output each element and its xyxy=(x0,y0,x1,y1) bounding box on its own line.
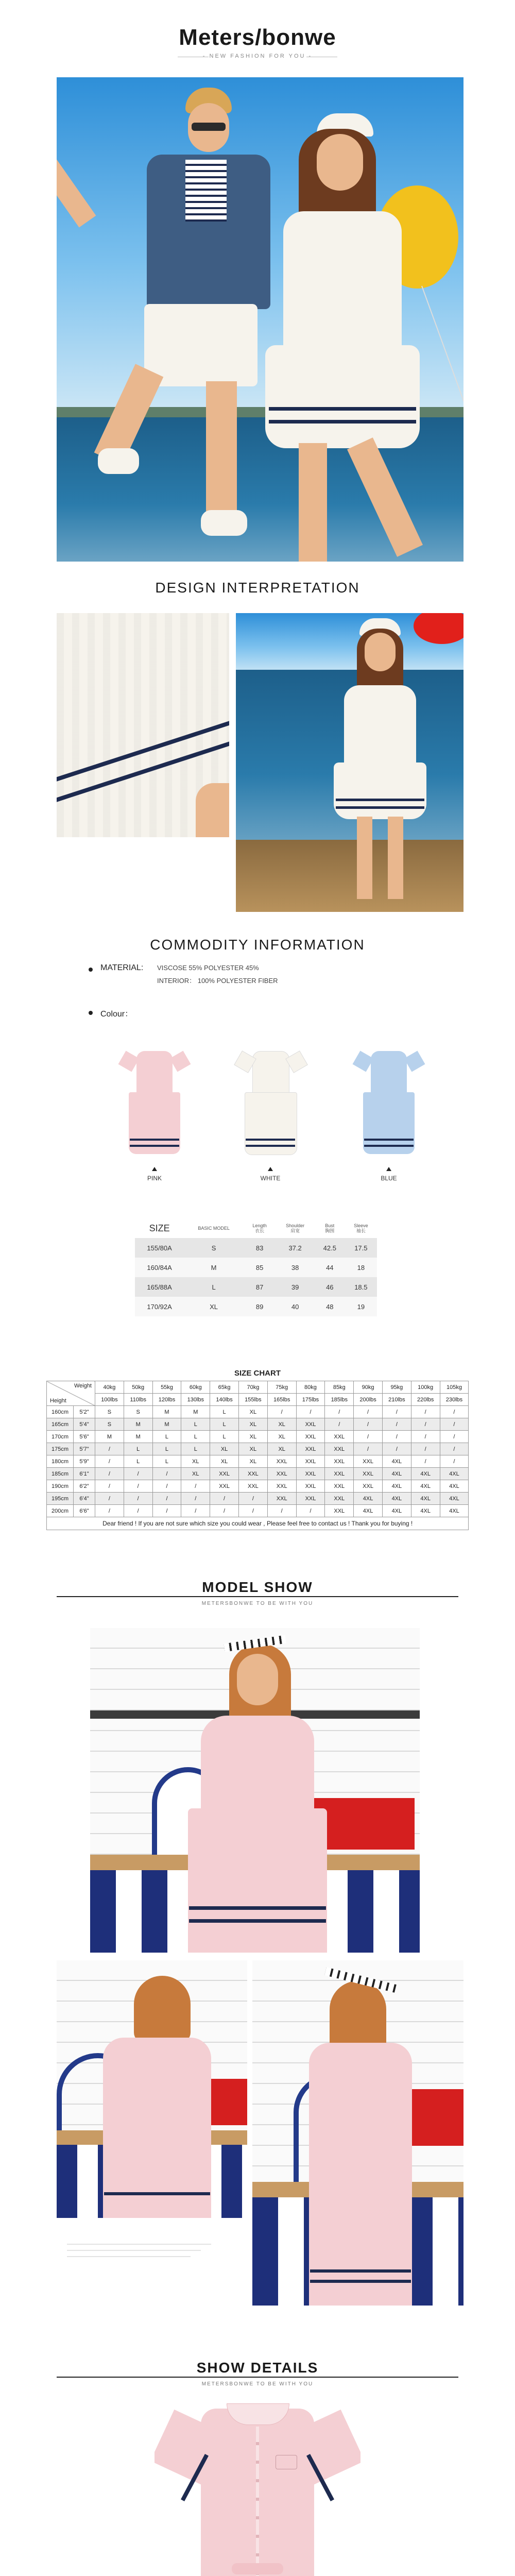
pointer-icon xyxy=(152,1167,157,1171)
size-cell: XXL xyxy=(296,1455,325,1468)
size-cell: / xyxy=(440,1418,469,1431)
spec-header: Length 衣长 xyxy=(244,1218,276,1238)
size-cell: XL xyxy=(238,1431,267,1443)
spec-cell: L xyxy=(184,1277,244,1297)
weight-lbs-header: 200lbs xyxy=(354,1394,383,1406)
size-cell: XXL xyxy=(296,1480,325,1493)
size-cell: / xyxy=(238,1505,267,1517)
weight-kg-header: 70kg xyxy=(238,1381,267,1394)
model-photo-back xyxy=(57,1960,247,2218)
spec-header: Bust 胸围 xyxy=(315,1218,345,1238)
size-cell: XL xyxy=(238,1406,267,1418)
weight-lbs-header: 120lbs xyxy=(152,1394,181,1406)
size-cell: / xyxy=(95,1443,124,1455)
height-cell: 185cm xyxy=(47,1468,74,1480)
size-cell: / xyxy=(267,1406,296,1418)
size-cell: / xyxy=(152,1468,181,1480)
size-cell: / xyxy=(152,1493,181,1505)
height-cell: 6'4" xyxy=(74,1493,95,1505)
size-cell: 4XL xyxy=(382,1480,411,1493)
size-cell: / xyxy=(411,1455,440,1468)
height-cell: 5'4" xyxy=(74,1418,95,1431)
spec-cell: 37.2 xyxy=(276,1238,315,1258)
weight-kg-header: 75kg xyxy=(267,1381,296,1394)
section-rule xyxy=(57,1596,458,1597)
weight-lbs-header: 110lbs xyxy=(124,1394,152,1406)
weight-kg-header: 95kg xyxy=(382,1381,411,1394)
spec-cell: 18.5 xyxy=(345,1277,377,1297)
weight-lbs-header: 210lbs xyxy=(382,1394,411,1406)
height-cell: 170cm xyxy=(47,1431,74,1443)
size-cell: S xyxy=(95,1418,124,1431)
height-cell: 5'9" xyxy=(74,1455,95,1468)
height-cell: 5'6" xyxy=(74,1431,95,1443)
section-subtitle: METERSBONWE TO BE WITH YOU xyxy=(201,2381,314,2387)
size-cell: / xyxy=(296,1406,325,1418)
weight-lbs-header: 155lbs xyxy=(238,1394,267,1406)
spec-header-row xyxy=(135,1218,377,1238)
size-chart-row xyxy=(47,1505,469,1517)
spec-cell: 17.5 xyxy=(345,1238,377,1258)
spec-cell: 87 xyxy=(244,1277,276,1297)
size-cell: / xyxy=(411,1406,440,1418)
size-chart-row xyxy=(47,1443,469,1455)
size-cell: M xyxy=(181,1406,210,1418)
size-cell: / xyxy=(238,1493,267,1505)
brand-tagline: - NEW FASHION FOR YOU - xyxy=(202,53,313,59)
swatch-label-white: WHITE xyxy=(260,1175,281,1182)
size-cell: / xyxy=(95,1505,124,1517)
spec-cell: 40 xyxy=(276,1297,315,1316)
height-cell: 6'2" xyxy=(74,1480,95,1493)
detail-dress-photo xyxy=(154,2398,360,2576)
size-cell: XL xyxy=(238,1443,267,1455)
size-chart-title: SIZE CHART xyxy=(234,1369,281,1378)
size-chart-row xyxy=(47,1406,469,1418)
size-cell: XXL xyxy=(325,1455,354,1468)
size-cell: XXL xyxy=(267,1480,296,1493)
height-cell: 165cm xyxy=(47,1418,74,1431)
size-cell: M xyxy=(124,1418,152,1431)
size-cell: / xyxy=(440,1455,469,1468)
size-cell: L xyxy=(210,1406,239,1418)
size-chart-table xyxy=(46,1381,469,1530)
size-cell: 4XL xyxy=(440,1505,469,1517)
section-subtitle: METERSBONWE TO BE WITH YOU xyxy=(201,1601,314,1606)
size-cell: / xyxy=(440,1431,469,1443)
size-cell: / xyxy=(382,1431,411,1443)
size-cell: 4XL xyxy=(382,1455,411,1468)
size-cell: / xyxy=(325,1418,354,1431)
size-cell: S xyxy=(124,1406,152,1418)
height-cell: 200cm xyxy=(47,1505,74,1517)
size-cell: XXL xyxy=(325,1443,354,1455)
size-cell: / xyxy=(210,1505,239,1517)
size-chart-row xyxy=(47,1418,469,1431)
size-cell: XXL xyxy=(325,1480,354,1493)
weight-kg-header: 50kg xyxy=(124,1381,152,1394)
size-cell: L xyxy=(210,1431,239,1443)
hero-photo xyxy=(57,77,464,562)
weight-lbs-header: 175lbs xyxy=(296,1394,325,1406)
size-cell: / xyxy=(181,1480,210,1493)
size-cell: 4XL xyxy=(382,1493,411,1505)
bullet-dot xyxy=(89,1011,93,1015)
size-cell: L xyxy=(181,1418,210,1431)
spec-cell: 38 xyxy=(276,1258,315,1277)
size-cell: / xyxy=(124,1468,152,1480)
size-cell: L xyxy=(152,1431,181,1443)
size-cell: XXL xyxy=(267,1468,296,1480)
size-cell: 4XL xyxy=(382,1505,411,1517)
size-cell: / xyxy=(267,1505,296,1517)
weight-kg-header: 105kg xyxy=(440,1381,469,1394)
size-cell: XXL xyxy=(325,1431,354,1443)
size-cell: 4XL xyxy=(354,1493,383,1505)
belt-bow xyxy=(232,2563,283,2574)
spec-header: BASIC MODEL xyxy=(184,1218,244,1238)
height-cell: 190cm xyxy=(47,1480,74,1493)
size-cell: 4XL xyxy=(354,1505,383,1517)
size-cell: L xyxy=(152,1455,181,1468)
size-cell: XXL xyxy=(238,1480,267,1493)
size-cell: M xyxy=(124,1431,152,1443)
size-chart-note: Dear friend ! If you are not sure which size you could wear , Please feel free to contact us ! Thank you for buying ! xyxy=(47,1517,469,1530)
weight-kg-header: 65kg xyxy=(210,1381,239,1394)
size-cell: 4XL xyxy=(440,1480,469,1493)
size-spec-table xyxy=(135,1218,377,1316)
spec-cell: 18 xyxy=(345,1258,377,1277)
material-line-2: INTERIOR： 100% POLYESTER FIBER xyxy=(157,977,278,985)
size-cell: XXL xyxy=(210,1468,239,1480)
size-cell: 4XL xyxy=(411,1493,440,1505)
spec-cell: 160/84A xyxy=(135,1258,184,1277)
size-cell: XL xyxy=(238,1455,267,1468)
size-chart-lbs-row xyxy=(47,1394,469,1406)
size-cell: XXL xyxy=(354,1455,383,1468)
size-cell: XXL xyxy=(296,1493,325,1505)
size-cell: 4XL xyxy=(382,1468,411,1480)
size-cell: / xyxy=(382,1406,411,1418)
size-cell: XXL xyxy=(296,1418,325,1431)
size-cell: XL xyxy=(267,1418,296,1431)
size-cell: / xyxy=(95,1480,124,1493)
spec-cell: M xyxy=(184,1258,244,1277)
colour-label: Colour： xyxy=(100,1010,133,1019)
spec-row xyxy=(135,1277,377,1297)
size-cell: / xyxy=(152,1505,181,1517)
weight-lbs-header: 230lbs xyxy=(440,1394,469,1406)
spec-cell: 89 xyxy=(244,1297,276,1316)
size-cell: XL xyxy=(181,1468,210,1480)
material-line-1: VISCOSE 55% POLYESTER 45% xyxy=(157,964,259,972)
spec-cell: 19 xyxy=(345,1297,377,1316)
size-cell: / xyxy=(354,1443,383,1455)
height-cell: 180cm xyxy=(47,1455,74,1468)
size-cell: / xyxy=(382,1418,411,1431)
weight-lbs-header: 140lbs xyxy=(210,1394,239,1406)
spec-cell: 39 xyxy=(276,1277,315,1297)
spec-cell: 83 xyxy=(244,1238,276,1258)
blue-dress-swatch[interactable] xyxy=(355,1051,422,1159)
height-cell: 5'7" xyxy=(74,1443,95,1455)
spec-row xyxy=(135,1258,377,1277)
size-chart-row xyxy=(47,1480,469,1493)
size-cell: / xyxy=(124,1493,152,1505)
size-cell: L xyxy=(152,1443,181,1455)
size-chart-row xyxy=(47,1493,469,1505)
height-cell: 5'2" xyxy=(74,1406,95,1418)
pink-dress-swatch[interactable] xyxy=(121,1051,188,1159)
height-cell: 175cm xyxy=(47,1443,74,1455)
size-cell: / xyxy=(411,1431,440,1443)
size-cell: 4XL xyxy=(411,1505,440,1517)
size-cell: XXL xyxy=(296,1431,325,1443)
size-cell: XL xyxy=(267,1443,296,1455)
spec-cell: XL xyxy=(184,1297,244,1316)
size-cell: 4XL xyxy=(411,1468,440,1480)
size-cell: L xyxy=(124,1455,152,1468)
size-chart-row xyxy=(47,1455,469,1468)
size-cell: / xyxy=(296,1505,325,1517)
model-photo-main xyxy=(90,1628,420,1953)
size-cell: L xyxy=(181,1431,210,1443)
size-cell: / xyxy=(411,1443,440,1455)
size-cell: / xyxy=(440,1406,469,1418)
weight-kg-header: 100kg xyxy=(411,1381,440,1394)
swatch-label-pink: PINK xyxy=(147,1175,162,1182)
size-cell: S xyxy=(95,1406,124,1418)
weight-lbs-header: 100lbs xyxy=(95,1394,124,1406)
weight-kg-header: 90kg xyxy=(354,1381,383,1394)
spec-row xyxy=(135,1238,377,1258)
size-cell: / xyxy=(411,1418,440,1431)
size-chart-corner: Weight Height xyxy=(47,1381,95,1406)
section-title-commodity: COMMODITY INFORMATION xyxy=(150,937,365,953)
size-cell: XXL xyxy=(267,1493,296,1505)
size-cell: / xyxy=(95,1455,124,1468)
size-cell: XXL xyxy=(267,1455,296,1468)
size-cell: 4XL xyxy=(440,1493,469,1505)
size-cell: XXL xyxy=(325,1505,354,1517)
size-cell: XXL xyxy=(325,1493,354,1505)
spec-header: SIZE xyxy=(135,1218,184,1238)
size-cell: XXL xyxy=(325,1468,354,1480)
size-cell: / xyxy=(354,1406,383,1418)
spec-cell: 155/80A xyxy=(135,1238,184,1258)
size-cell: L xyxy=(210,1418,239,1431)
weight-lbs-header: 220lbs xyxy=(411,1394,440,1406)
dress-closeup-photo xyxy=(57,613,229,837)
size-chart-weight-row xyxy=(47,1381,469,1394)
spec-cell: 165/88A xyxy=(135,1277,184,1297)
spec-cell: 48 xyxy=(315,1297,345,1316)
size-chart-row xyxy=(47,1468,469,1480)
size-cell: / xyxy=(325,1406,354,1418)
size-cell: L xyxy=(181,1443,210,1455)
size-cell: / xyxy=(354,1418,383,1431)
section-rule xyxy=(57,2377,458,2378)
size-cell: M xyxy=(152,1406,181,1418)
height-cell: 6'1" xyxy=(74,1468,95,1480)
size-cell: / xyxy=(354,1431,383,1443)
height-cell: 160cm xyxy=(47,1406,74,1418)
size-cell: / xyxy=(382,1443,411,1455)
size-cell: XXL xyxy=(354,1468,383,1480)
material-label: MATERIAL: xyxy=(100,963,144,972)
weight-kg-header: 80kg xyxy=(296,1381,325,1394)
size-cell: M xyxy=(152,1418,181,1431)
weight-kg-header: 40kg xyxy=(95,1381,124,1394)
size-cell: L xyxy=(124,1443,152,1455)
size-cell: XL xyxy=(210,1443,239,1455)
spec-cell: 46 xyxy=(315,1277,345,1297)
size-cell: / xyxy=(440,1443,469,1455)
size-cell: XL xyxy=(181,1455,210,1468)
spec-header: Shoulder 肩宽 xyxy=(276,1218,315,1238)
spec-cell: 85 xyxy=(244,1258,276,1277)
swatch-label-blue: BLUE xyxy=(381,1175,397,1182)
model-photo-side xyxy=(252,1960,464,2306)
size-cell: / xyxy=(210,1493,239,1505)
size-cell: 4XL xyxy=(411,1480,440,1493)
size-cell: XL xyxy=(267,1431,296,1443)
pointer-icon xyxy=(268,1167,273,1171)
weight-kg-header: 85kg xyxy=(325,1381,354,1394)
size-cell: XXL xyxy=(210,1480,239,1493)
size-cell: XXL xyxy=(296,1468,325,1480)
height-cell: 195cm xyxy=(47,1493,74,1505)
spec-row xyxy=(135,1297,377,1316)
section-title-show-details: SHOW DETAILS xyxy=(196,2360,319,2376)
spec-header: Sleeve 袖长 xyxy=(345,1218,377,1238)
size-cell: / xyxy=(95,1493,124,1505)
spec-cell: S xyxy=(184,1238,244,1258)
pointer-icon xyxy=(386,1167,391,1171)
size-cell: / xyxy=(124,1480,152,1493)
size-cell: / xyxy=(181,1505,210,1517)
weight-lbs-header: 130lbs xyxy=(181,1394,210,1406)
woman-seaside-photo xyxy=(236,613,464,912)
bullet-dot xyxy=(89,968,93,972)
sunglasses-icon xyxy=(192,123,226,131)
size-cell: XL xyxy=(210,1455,239,1468)
size-cell: / xyxy=(181,1493,210,1505)
weight-lbs-header: 165lbs xyxy=(267,1394,296,1406)
size-cell: XL xyxy=(238,1418,267,1431)
size-cell: XXL xyxy=(354,1480,383,1493)
size-cell: XXL xyxy=(238,1468,267,1480)
size-cell: M xyxy=(95,1431,124,1443)
size-cell: / xyxy=(152,1480,181,1493)
weight-kg-header: 60kg xyxy=(181,1381,210,1394)
decorative-caption xyxy=(67,2239,221,2262)
section-title-model-show: MODEL SHOW xyxy=(202,1579,313,1595)
height-cell: 6'6" xyxy=(74,1505,95,1517)
white-dress-swatch[interactable] xyxy=(237,1051,304,1159)
spec-cell: 170/92A xyxy=(135,1297,184,1316)
size-cell: XXL xyxy=(296,1443,325,1455)
size-cell: / xyxy=(95,1468,124,1480)
size-chart-row xyxy=(47,1431,469,1443)
size-cell: 4XL xyxy=(440,1468,469,1480)
size-cell: / xyxy=(124,1505,152,1517)
spec-cell: 44 xyxy=(315,1258,345,1277)
weight-lbs-header: 185lbs xyxy=(325,1394,354,1406)
section-title-design: DESIGN INTERPRETATION xyxy=(155,580,360,596)
brand-logo: Meters/bonwe xyxy=(179,25,336,50)
weight-kg-header: 55kg xyxy=(152,1381,181,1394)
chest-logo xyxy=(276,2455,297,2469)
spec-cell: 42.5 xyxy=(315,1238,345,1258)
